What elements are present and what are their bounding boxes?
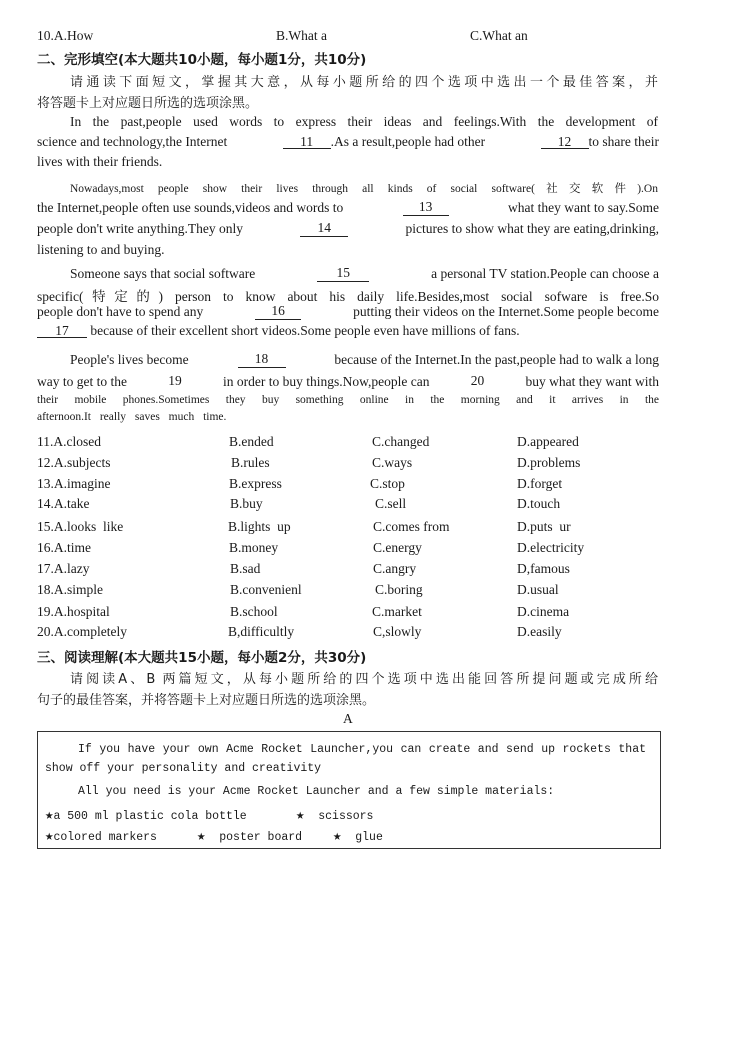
section3-instruction-line2: 句子的最佳答案，并将答题卡上对应题日所选的选项涂黑。 <box>37 693 376 708</box>
blank-15: 15 <box>317 266 369 282</box>
section2-instruction-line1: 请通读下面短文，掌握其大意，从每小题所给的四个选项中选出一个最佳答案，并 <box>70 75 658 90</box>
passage-p2-line2 <box>37 200 659 216</box>
option-19-c: C.market <box>372 604 422 619</box>
passage-a-label: A <box>343 711 353 726</box>
option-18-a: 18.A.simple <box>37 582 103 597</box>
option-12-a: 12.A.subjects <box>37 455 111 470</box>
blank-14: 14 <box>300 221 348 237</box>
passage-p2-line4: listening to and buying. <box>37 242 165 257</box>
box-line1: If you have your own Acme Rocket Launcher,you can create and send up rockets that <box>78 743 646 756</box>
option-17-b: B.sad <box>230 561 261 576</box>
section3-heading: 三、阅读理解(本大题共15小题，每小题2分，共30分) <box>37 650 367 666</box>
option-19-a: 19.A.hospital <box>37 604 110 619</box>
option-11-d: D.appeared <box>517 434 579 449</box>
p4-l2-text-c: buy what they want with <box>525 374 659 389</box>
option-13-a: 13.A.imagine <box>37 476 111 491</box>
option-15-d: D.puts ur <box>517 519 571 534</box>
blank-13: 13 <box>403 200 449 216</box>
box-item-poster-board <box>197 828 302 845</box>
p2-l3-text-b: pictures to show what they are eating,drinking, <box>405 221 659 236</box>
passage-p2-line1: Nowadays,most people show their lives through all kinds of social software(社交软件).On <box>70 183 658 195</box>
star-icon: ★ <box>45 829 54 845</box>
q10-option-b: B.What a <box>276 28 327 43</box>
box-line3: All you need is your Acme Rocket Launcher and a few simple materials: <box>78 785 555 798</box>
option-12-c: C.ways <box>372 455 413 470</box>
star-icon: ★ <box>197 829 206 845</box>
p3-l3-text-b: putting their videos on the Internet.Some people become <box>353 304 659 319</box>
option-20-d: D.easily <box>517 624 562 639</box>
blank-17: 17 <box>37 324 87 338</box>
option-19-d: D.cinema <box>517 604 570 619</box>
p2-l2-text-a: the Internet,people often use sounds,videos and words to <box>37 200 344 215</box>
star-icon: ★ <box>45 808 54 824</box>
box-item-bottle <box>45 807 247 824</box>
option-16-d: D.electricity <box>517 540 585 555</box>
box-item-scissors <box>296 807 373 824</box>
p1-l2-text-a: science and technology,the Internet <box>37 134 228 149</box>
passage-p3-line1 <box>70 266 659 282</box>
option-20-b: B,difficultly <box>228 624 295 639</box>
passage-p1-line2 <box>37 134 659 150</box>
option-13-c: C.stop <box>370 476 405 491</box>
p3-l4-text-b: because of their excellent short videos.Some people even have millions of fans. <box>90 323 520 338</box>
option-14-c: C.sell <box>375 496 407 511</box>
blank-16: 16 <box>255 304 301 320</box>
passage-p2-line3 <box>37 221 659 237</box>
passage-p4-line3: their mobile phones.Sometimes they buy something online in the morning and it arrives in the <box>37 394 659 406</box>
option-13-b: B.express <box>229 476 282 491</box>
p4-l2-text-a: way to get to the <box>37 374 127 389</box>
option-17-c: C.angry <box>373 561 417 576</box>
section2-heading: 二、完形填空(本大题共10小题，每小题1分，共10分) <box>37 52 367 68</box>
passage-p1-line1: In the past,people used words to express their ideas and feelings.With the development of <box>70 114 658 129</box>
star-icon: ★ <box>296 808 305 824</box>
q10-option-c: C.What an <box>470 28 528 43</box>
option-20-c: C,slowly <box>373 624 422 639</box>
passage-p3-line4 <box>37 323 520 339</box>
blank-12: 12 <box>541 135 589 149</box>
option-11-b: B.ended <box>229 434 274 449</box>
p2-l3-text-a: people don't write anything.They only <box>37 221 244 236</box>
option-15-b: B.lights up <box>228 519 291 534</box>
option-12-d: D.problems <box>517 455 581 470</box>
option-18-b: B.convenienl <box>230 582 302 597</box>
option-14-a: 14.A.take <box>37 496 90 511</box>
option-14-b: B.buy <box>230 496 263 511</box>
option-15-a: 15.A.looks like <box>37 519 124 534</box>
option-17-a: 17.A.lazy <box>37 561 90 576</box>
section3-instruction-line1: 请阅读A、B 两篇短文，从每小题所给的四个选项中选出能回答所提问题或完成所给 <box>70 672 658 687</box>
p3-l3-text-a: people don't have to spend any <box>37 304 204 319</box>
p4-l1-text-b: because of the Internet.In the past,people had to walk a long <box>334 352 659 367</box>
option-18-c: C.boring <box>375 582 423 597</box>
p4-l1-text-a: People's lives become <box>70 352 189 367</box>
box-line2: show off your personality and creativity <box>45 762 322 775</box>
item-label: glue <box>355 831 383 844</box>
blank-11: 11 <box>283 135 331 149</box>
option-20-a: 20.A.completely <box>37 624 127 639</box>
option-17-d: D,famous <box>517 561 570 576</box>
q10-option-a: 10.A.How <box>37 28 94 43</box>
p3-l1-text-b: a personal TV station.People can choose a <box>431 266 659 281</box>
passage-p3-line2: specific(特定的) person to know about his daily life.Besides,most social sofware is free.So <box>37 289 659 304</box>
item-label: poster board <box>219 831 303 844</box>
option-12-b: B.rules <box>231 455 270 470</box>
option-11-a: 11.A.closed <box>37 434 101 449</box>
option-13-d: D.forget <box>517 476 563 491</box>
passage-p1-line3: lives with their friends. <box>37 154 163 169</box>
blank-20: 20 <box>470 373 485 388</box>
box-item-glue <box>333 828 383 845</box>
option-14-d: D.touch <box>517 496 561 511</box>
star-icon: ★ <box>333 829 342 845</box>
item-label: a 500 ml plastic cola bottle <box>53 810 247 823</box>
item-label: scissors <box>318 810 374 823</box>
option-16-c: C.energy <box>373 540 422 555</box>
blank-19: 19 <box>168 373 182 388</box>
option-18-d: D.usual <box>517 582 559 597</box>
section2-instruction-line2: 将答题卡上对应题日所选的选项涂黑。 <box>37 96 259 111</box>
item-label: colored markers <box>53 831 157 844</box>
box-item-markers <box>45 828 157 845</box>
passage-p4-line4: afternoon.It really saves much time. <box>37 411 227 423</box>
passage-p4-line1 <box>70 352 659 368</box>
option-19-b: B.school <box>230 604 278 619</box>
p1-l2-text-b: .As a result,people had other <box>330 134 486 149</box>
blank-18: 18 <box>238 352 286 368</box>
p1-l2-text-c: to share their <box>588 134 659 149</box>
option-11-c: C.changed <box>372 434 430 449</box>
p2-l2-text-b: what they want to say.Some <box>508 200 659 215</box>
option-15-c: C.comes from <box>373 519 450 534</box>
passage-p4-line2 <box>37 374 659 390</box>
passage-p3-line3 <box>37 304 659 320</box>
p4-l2-text-b: in order to buy things.Now,people can <box>223 374 430 389</box>
p3-l1-text-a: Someone says that social software <box>70 266 256 281</box>
option-16-a: 16.A.time <box>37 540 91 555</box>
option-16-b: B.money <box>229 540 279 555</box>
